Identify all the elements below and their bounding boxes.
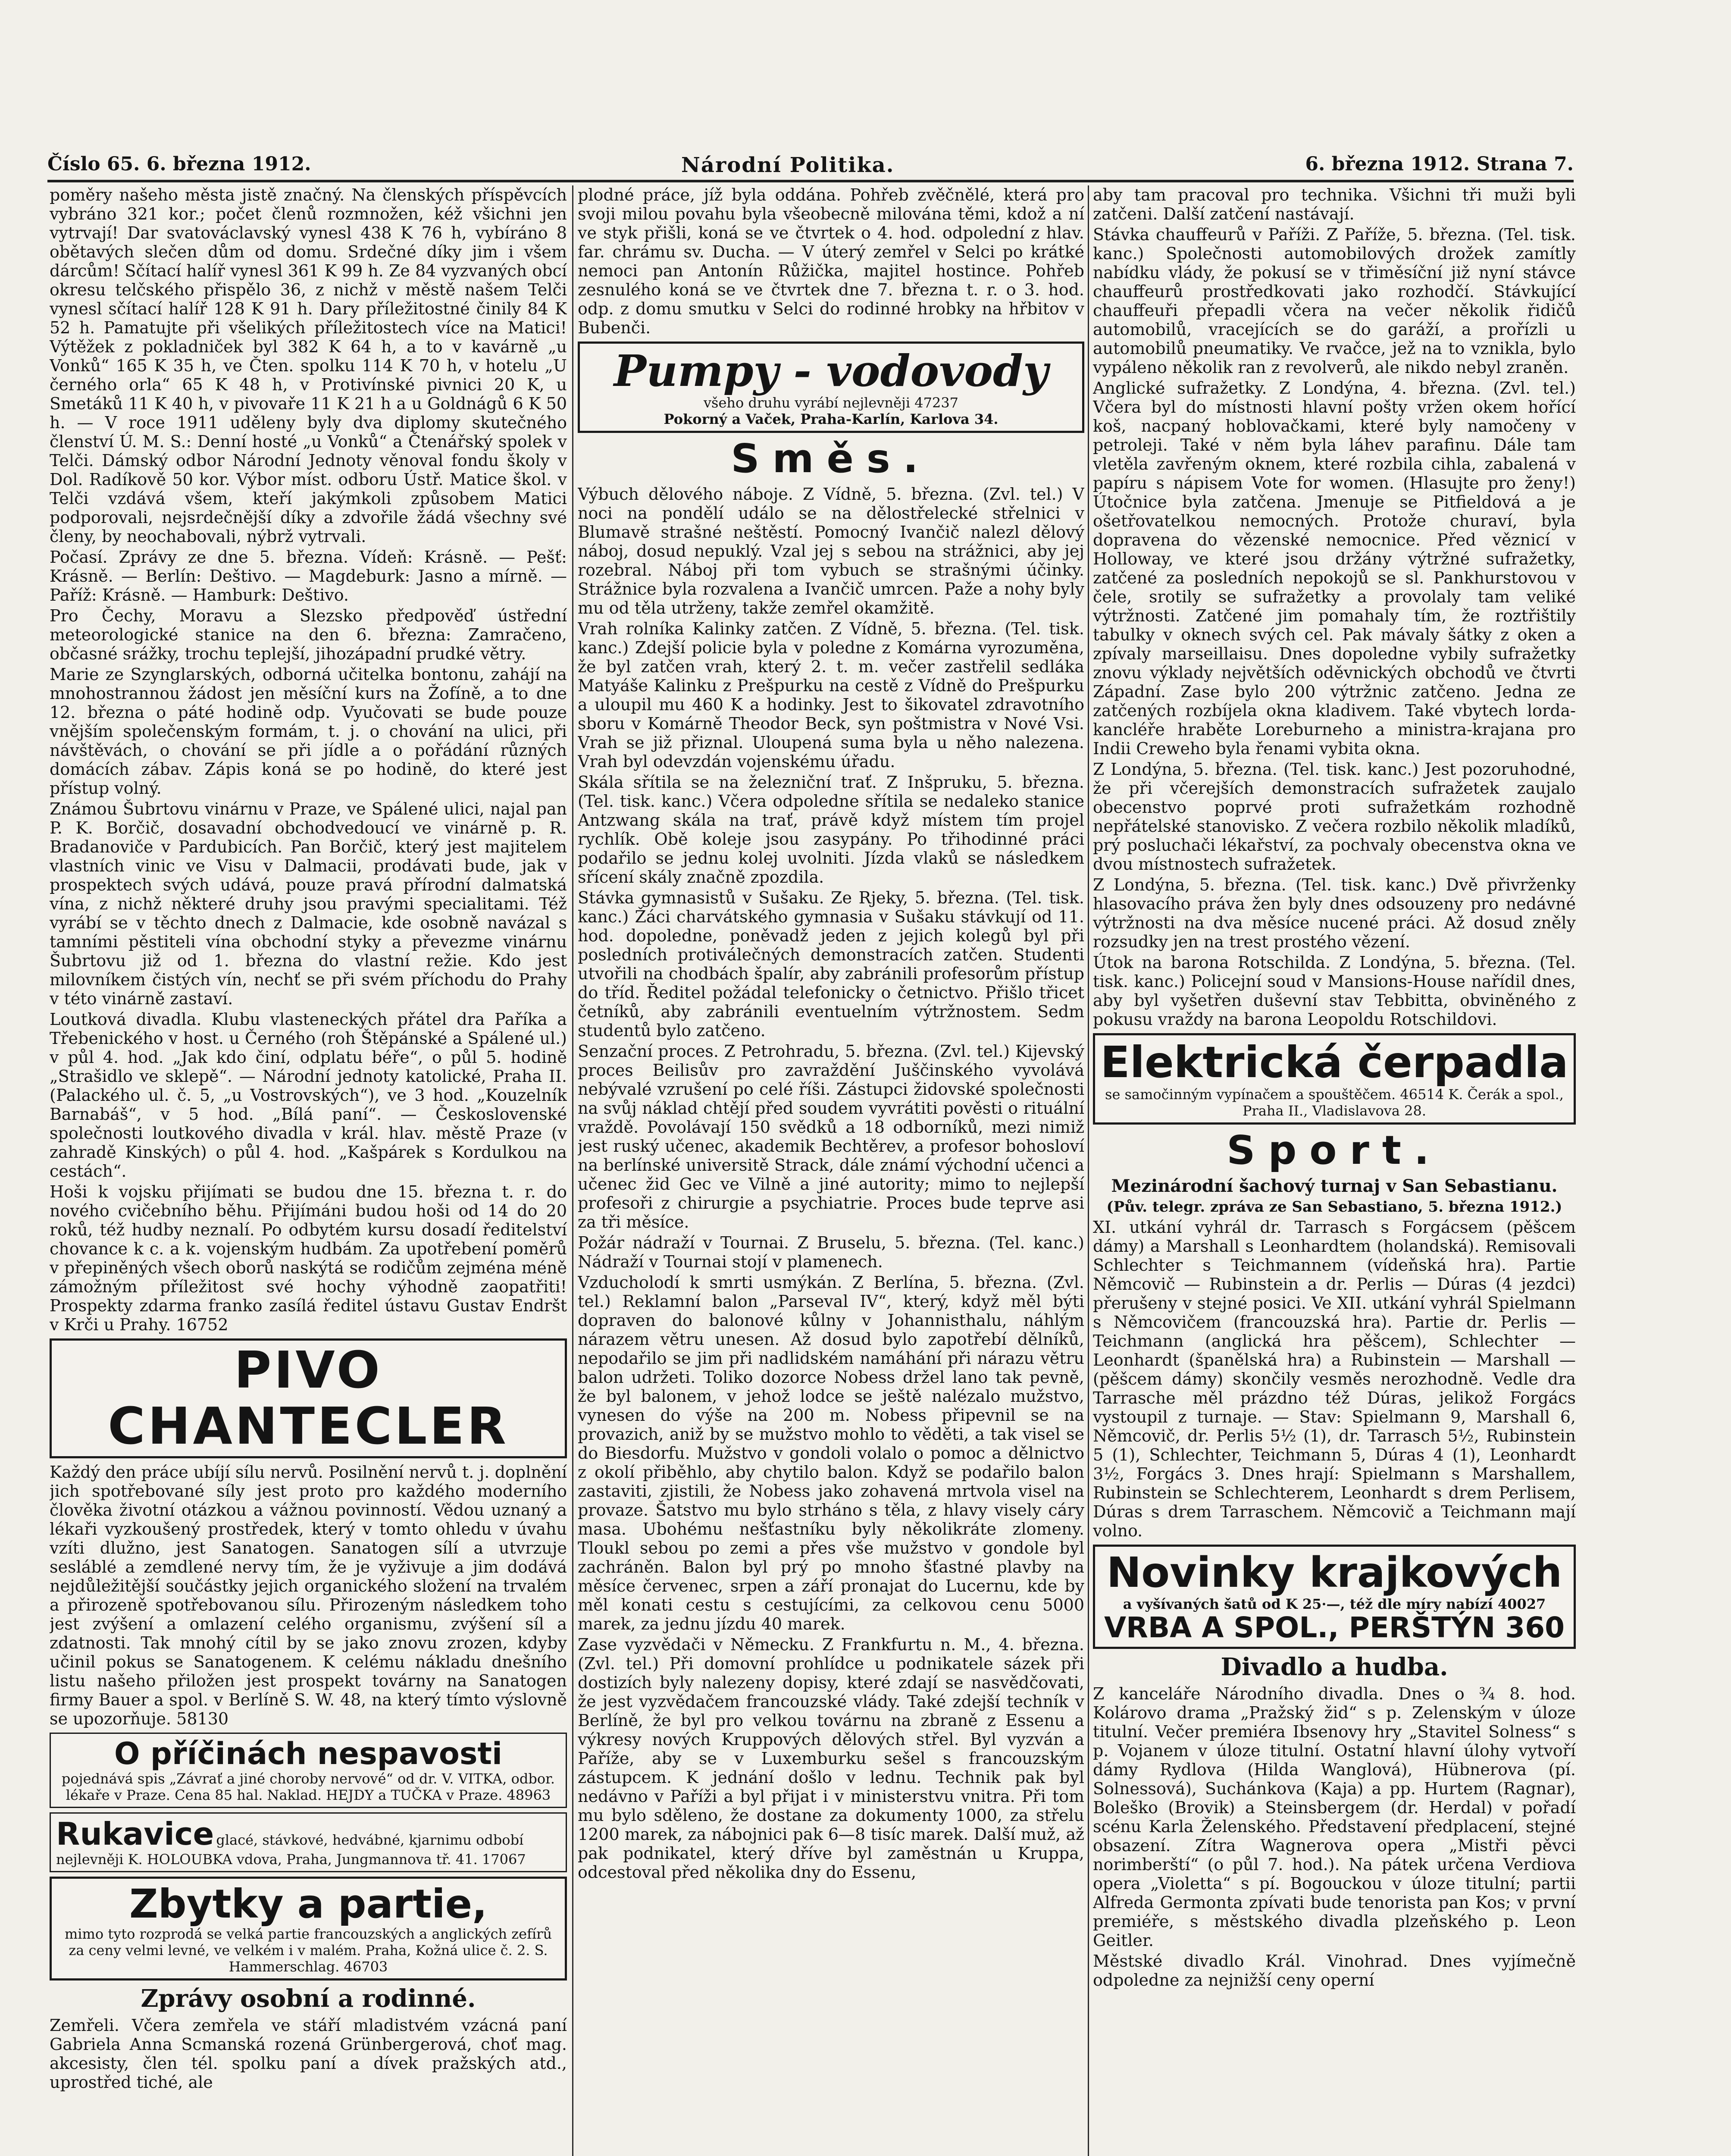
section-personal-news: Zprávy osobní a rodinné.: [141, 1984, 476, 2013]
article-station-fire: Požár nádraží v Tournai. Z Bruselu, 5. března. (Tel. kanc.) Nádraží v Tournai stojí v plamenech.: [578, 1233, 1084, 1271]
article-bonton-course: Marie ze Szynglarských, odborná učitelka bontonu, zahájí na mnohostrannou žádost jen měsíční kurs na Žofíně, a to dne 12. března o páté hodině odp. Vyučovati se bude pouze vnějším společenským formám, t. j. o chování na ulici, při návštěvách, o chování se při jídle a o pořádání různých domácích zábav. Zápis koná se po hodině, do které jest přístup volný.: [50, 665, 567, 798]
article-military-music: Hoši k vojsku přijímati se budou dne 15. března t. r. do nového cvičebního běhu. Přijímáni budou hoši od 14 do 20 roků, též hudby neznalí. Po odbytém kursu dosadí ředitelství chovance k c. a k. vojenským hudbám. Za upotřebení poměrů v přepiněných všech oborů naskýtá se rodičům zejména méně zámožným příležitost své hochy výhodně zaopatřiti! Prospekty zdarma franko zasílá ředitel ústavu Gustav Endršt v Krči u Prahy. 16752: [50, 1182, 567, 1334]
section-theatre: Divadlo a hudba.: [1221, 1653, 1448, 1682]
page-date-number: 6. března 1912. Strana 7.: [1305, 153, 1574, 175]
article-national-theatre: Z kanceláře Národního divadla. Dnes o ¾ 8. hod. Kolárovo drama „Pražský žid“ s p. Zelenským v úloze titulní. Večer premiéra Ibsenovy hry „Stavitel Solness“ s p. Vojanem v úloze titulní. Ostatní hlavní úlohy vytvoří dámy Rydlova (Hilda Wanglová), Hübnerova (pí. Solnessová), Suchánkova (Kaja) a pp. Hurtem (Ragnar), Boleško (Brovik) a Steinsbergem (dr. Herdal) v pořadí scénu Karla Želenského. Představení předplacení, stejné obsazení. Zítra Wagnerova opera „Mistři pěvci norimberští“ (o půl 7. hod.). Na pátek určena Verdiova opera „Violetta“ s pí. Bogouckou v úloze titulní; partii Alfreda Germonta zpívati bude tenorista pan Kos; v první premiéře, s městského divadla plzeňského p. Leon Geitler.: [1093, 1684, 1576, 1950]
ad-novinky-text1: a vyšívaných šatů od K 25·—, též dle míry nabízí 40027: [1123, 1595, 1546, 1612]
page-header: [47, 153, 1574, 182]
article-suffragettes-3: Z Londýna, 5. března. (Tel. tisk. kanc.) Dvě přivrženky hlasovacího práva žen byly dnes odsouzeny pro nedávné výtržnosti na dva měsíce nucené práci. Až dosud zněly rozsudky jen na trest prostého vězení.: [1093, 875, 1576, 951]
column-2: [578, 185, 1084, 2156]
article-suffragettes: Anglické sufražetky. Z Londýna, 4. března. (Zvl. tel.) Včera byl do místnosti hlavní pošty vržen okem hořící koš, nacpaný hoblovačkami, které byly namočeny v petroleji. Také v něm byla láhev parafinu. Dále tam vletěla zavřeným oknem, které rozbila cihla, zabalená v papíru s nápisem Vote for women. (Hlasujte pro ženy!) Útočnice byla zatčena. Jmenuje se Pitfieldová a je ošetřovatelkou nemocných. Protože churaví, byla dopravena do vězenské nemocnice. Před věznicí v Holloway, ve které jsou držány výtržné sufražetky, zatčené za posledních nepokojů se sl. Pankhurstovou v čele, srotily se sufražetky a provolaly tam veliké výtržnosti. Zatčené jim pomahaly tím, že roztřištily tabulky v oknech svých cel. Pak mávaly šátky z oken a zpívaly marseillaisu. Dnes dopoledne vybily sufražetky znovu výklady největších oděvnických obchodů ve čtvrti Západní. Zase bylo 200 výtržnic zatčeno. Jedna ze zatčených rozbíjela okna kladivem. Také vbytech lorda-kancléře hraběte Loreburneho a ministra-krajana pro Indii Creweho byla řenami vybita okna.: [1093, 379, 1576, 758]
article-chauffeur-strike: Stávka chauffeurů v Paříži. Z Paříže, 5. března. (Tel. tisk. kanc.) Společnosti automobilových drožek zamítly nabídku vlády, že pokusí se v třiměsíční již nyní stávce chauffeurů prostředkovati jako rozhodčí. Stávkující chauffeuři přepadli včera na večer několik řidičů automobilů, vracejících se do garáží, a prořízli u automobilů pneumatiky. Ve rvačce, jež na to vznikla, bylo vypáleno několik ran z revolverů, ale nikdo nebyl zraněn.: [1093, 225, 1576, 377]
ad-pumpy-title: Pumpy - vodovody: [614, 345, 1049, 396]
ad-zbytky: [50, 1877, 567, 1981]
article-explosion: Výbuch dělového náboje. Z Vídně, 5. března. (Zvl. tel.) V noci na pondělí událo se na dělostřelecké střelnici v Blumavě strašné neštěstí. Pomocný Ivančič nalezl dělový náboj, dosud nepuklý. Vzal jej s sebou na strážnici, aby jej rozebral. Náboj při tom vybuch se strašnými účinky. Strážnice byla rozvalena a Ivančič umrcen. Paže a nohy byly mu od těla utrženy, takže zemřel okamžitě.: [578, 485, 1084, 617]
ad-nespavost-title: O příčinách nespavosti: [114, 1736, 502, 1771]
article-weather: Počasí. Zprávy ze dne 5. března. Vídeň: Krásně. — Pešť: Krásně. — Berlín: Deštivo. — Magdeburk: Jasno a mírně. — Paříž: Krásně. — Hamburk: Deštivo.: [50, 548, 567, 605]
column-1: [50, 185, 567, 2156]
article-rothschild: Útok na barona Rotschilda. Z Londýna, 5. března. (Tel. tisk. kanc.) Policejní soud v Mansions-House nařídil dnes, aby byl vyšetřen duševní stav Tebbitta, obviněného z pokusu vraždy na barona Leopoldu Rotschildovi.: [1093, 953, 1576, 1029]
column-3: [1093, 185, 1576, 2156]
ad-zbytky-title: Zbytky a partie,: [129, 1880, 487, 1927]
article-puppet-theatre: Loutková divadla. Klubu vlasteneckých přátel dra Paříka a Třebenického v host. u Černého (roh Štěpánské a Spálené ul.) v půl 4. hod. „Jak kdo činí, odplatu béře“, o půl 5. hodině „Strašidlo ve sklepě“. — Národní jednoty katolické, Praha II. (Palackého ul. č. 5, „u Vostrovských“), ve 3 hod. „Kouzelník Barnabáš“, v 5 hod. „Bílá paní“. — Československé společnosti loutkového divadla v král. hlav. městě Praze (v zahradě Kinských) o půl 4. hod. „Kašpárek s Kordulkou na cestách“.: [50, 1010, 567, 1181]
section-smes: Směs.: [731, 436, 931, 482]
article-airship-accident: Vzducholodí k smrti usmýkán. Z Berlína, 5. března. (Zvl. tel.) Reklamní balon „Parseval IV“, který, když měl býti dopraven do balonové kůlny v Johannisthalu, náhlým nárazem větru unesen. Až dosud bylo zapotřebí dělníků, nepodařilo se jim při nadlidském namáhání při nárazu větru balon udržeti. Toliko dozorce Nobess držel lano tak pevně, že byl balonem, v jehož lodce se ještě nalézalo mužstvo, vynesen do výše na 200 m. Nobess připevnil se na provazich, aniž by se mužstvo mohlo to věděti, a tak visel se do Biesdorfu. Mužstvo v gondoli volalo o pomoc a dělnictvo z okolí přiběhlo, aby chytilo balon. Když se podařilo balon zastaviti, zjistili, že Nobess jako zohavená mrtvola visel na provaze. Šatstvo mu bylo strháno s těla, z hlavy visely cáry masa. Ubohému nešťastníku byly několikráte zlomeny. Tloukl sebou po zemi a přes vše mužstvo v gondole byl zachráněn. Balon byl prý po mnoho šťastné plavby na měsíce červenec, srpen a září pronajat do Lucernu, kde by měl konati cestu s cestujícími, za celkovou cenu 5000 marek, za jednu jízdu 40 marek.: [578, 1273, 1084, 1633]
article-chess: XI. utkání vyhrál dr. Tarrasch s Forgácsem (pěšcem dámy) a Marshall s Leonhardtem (holandská). Remisovali Schlechter s Teichmannem (vídeňská hra). Partie Němcovič — Rubinstein a dr. Perlis — Dúras (4 jezdci) přerušeny v stejné posici. Ve XII. utkání vyhrál Spielmann s Němcovičem (francouzská hra). Partie dr. Perlis — Teichmann (anglická hra pěšcem), Schlechter — Leonhardt (španělská hra) a Rubinstein — Marshall — (pěšcem dámy) skončily vesměs nerozhodně. Vedle dra Tarrasche měl prázdno též Dúras, jelikož Forgács vystoupil z turnaje. — Stav: Spielmann 9, Marshall 6, Němcovič, dr. Perlis 5½ (1), dr. Tarrasch 5½, Rubinstein 5 (1), Schlechter, Teichmann 5, Dúras 4 (1), Leonhardt 3½, Forgács 3. Dnes hrají: Spielmann s Marshallem, Rubinstein se Schlechterem, Leonhardt s drem Perlisem, Dúras s drem Tarraschem. Němcovič a Teichmann mají volno.: [1093, 1218, 1576, 1540]
newspaper-title: Národní Politika.: [681, 153, 895, 177]
section-sport: Sport.: [1227, 1127, 1442, 1173]
ad-cerpadla-text: se samočinným vypínačem a spouštěčem. 46514 K. Čerák a spol., Praha II., Vladislavova 28.: [1105, 1086, 1564, 1119]
ad-nespavost-text: pojednává spis „Závrať a jiné choroby nervové“ od dr. V. VITKA, odbor. lékaře v Praze. Cena 85 hal. Naklad. HEJDY a TUČKA v Praze. 48963: [61, 1770, 555, 1803]
ad-zbytky-text: mimo tyto rozprodá se velká partie francouzských a anglických zefírů za ceny velmi levné, ve velkém i v malém. Praha, Kožná ulice č. 2. S. Hammerschlag. 46703: [64, 1925, 552, 1975]
ad-pumpy-text1: všeho druhu vyrábí nejlevněji 47237: [703, 395, 959, 411]
article-rockfall: Skála sřítila se na železniční trať. Z Inšpruku, 5. března. (Tel. tisk. kanc.) Včera odpoledne sřítila se nedaleko stanice Antzwang skála na trať, právě když místem tím projel rychlík. Obě koleje jsou zasypány. Po třihodinné práci podařilo se jednu kolej uvolniti. Jízda vlaků se následkem sřícení skály značně zpozdila.: [578, 773, 1084, 887]
ad-rukavice: [50, 1812, 567, 1872]
ad-pivo-title: PIVO CHANTECLER: [108, 1340, 509, 1456]
column-rule-2: [1088, 185, 1089, 2156]
article-spies-cont: aby tam pracoval pro technika. Všichni tři muži byli zatčeni. Další zatčení nastávají.: [1093, 185, 1576, 223]
ad-cerpadla: [1093, 1033, 1576, 1125]
article-forecast: Pro Čechy, Moravu a Slezsko předpověď ústřední meteorologické stanice na den 6. března: Zamračeno, občasné srážky, trochu teplejší, jihozápadní prudké větry.: [50, 606, 567, 663]
ad-rukavice-title: Rukavice: [56, 1815, 214, 1852]
article-spies-germany: Zase vyzvědači v Německu. Z Frankfurtu n. M., 4. března. (Zvl. tel.) Při domovní prohlídce u podnikatele sázek při dostizích byly nalezeny dopisy, které zdají se nasvědčovati, že jest vyzvědačem francouzské vlády. Také zdejší techník v Berlíně, že byl pro velkou továrnu na zbraně z Essenu a výkresy nových Kruppových dělových střel. Byl vyzván a Paříže, aby se v Luxemburku sešel s francouzským zástupcem. K jednání došlo v lednu. Technik pak byl nedávno v Paříži a byl přijat i v ministerstvu vnitra. Při tom mu bylo sděleno, že dostane za dokumenty 1000, za střelu 1200 marek, za nábojnici pak 6—8 tisíc marek. Další muž, až pak podnikatel, který dříve byl zaměstnán u Kruppa, odcestoval před několika dny do Essenu,: [578, 1635, 1084, 1882]
article-obituary: Zemřeli. Včera zemřela ve stáří mladistvém vzácná paní Gabriela Anna Scmanská rozená Grünbergerová, choť mag. akcesisty, člen tél. spolku paní a dívek pražských atd., uprostřed tiché, ale: [50, 2015, 567, 2092]
sport-subtitle: Mezinárodní šachový turnaj v San Sebastianu.: [1111, 1176, 1558, 1196]
ad-novinky-text2: VRBA A SPOL., PERŠTÝN 360: [1104, 1611, 1565, 1644]
column-rule-1: [572, 185, 573, 2156]
article-sanatogen: Každý den práce ubíjí sílu nervů. Posilnění nervů t. j. doplnění jich spotřebované síly jest proto pro každého moderního člověka životní otázkou a vážnou povinností. Vědou uznaný a lékaři vyzkoušený prostředek, který v tomto ohledu v úvahu vzíti dlužno, jest Sanatogen. Sanatogen sílí a utvrzuje sesláblé a zemdlené nervy tím, že je vyživuje a jim dodává nejdůležitější součástky jejich organického složení na trvalém a přirozeně spotřebovanou sílu. Přirozeným následkem toho jest zvýšení a omlazení celého organismu, zvýšení síl a zdatnosti. Tak mnohý cítil by se jako znovu zrozen, kdyby učinil pokus se Sanatogenem. K celému nákladu dnešního listu našeho přiložen jest prospekt továrny na Sanatogen firmy Bauer a spol. v Berlíně S. W. 48, na který tímto výslovně se upozorňuje. 58130: [50, 1462, 567, 1728]
sport-source: (Pův. telegr. zpráva ze San Sebastiano, 5. března 1912.): [1106, 1198, 1562, 1216]
article-matice: poměry našeho města jistě značný. Na členských příspěvcích vybráno 321 kor.; počet členů rozmnožen, kéž všichni jen vytrvají! Dar svatováclavský vynesl 438 K 76 h, vybíráno 8 obětavých slečen dům od domu. Srdečné díky jim i všem dárcům! Sčítací halíř vynesl 361 K 99 h. Ze 84 vyzvaných obcí okresu telčského přispělo 36, z nichž v městě našem Telči vynesl sčítací halíř 128 K 91 h. Dary příležitostné činily 84 K 52 h. Pamatujte při všelikých příležitostech více na Matici! Výtěžek z pokladniček byl 382 K 64 h, a to v kavárně „u Vonků“ 165 K 35 h, ve Čten. spolku 114 K 70 h, v hotelu „U černého orla“ 65 K 48 h, v Protivínské pivnici 20 K, u Smetáků 11 K 40 h, v pivovaře 11 K 21 h a u Goldnágů 6 K 50 h. — V roce 1911 uděleny byly dva diplomy skutečného členství Ú. M. S.: Denní hosté „u Vonků“ a Čtenářský spolek v Telči. Dámský odbor Národní Jednoty věnoval fondu školy v Dol. Radíkově 50 kor. Výbor míst. odboru Ústř. Matice škol. v Telči vzdává všem, kteří jakýmkoli způsobem Matici podporovali, nejsrdečnější díky a zdvořile žádá všechny své členy, by neochabovali, nýbrž vytrvali.: [50, 185, 567, 546]
ad-pivo-chantecler: [50, 1338, 567, 1458]
article-sensational-trial: Senzační proces. Z Petrohradu, 5. března. (Zvl. tel.) Kijevský proces Beilisův pro zavraždění Juščinského vyvolává nebývalé vzrušení po celé říši. Zástupci židovské společnosti na svůj náklad chtějí před soudem vyvrátiti pověsti o rituální vraždě. Povolávají 150 svědků a 18 odborníků, mezi nimiž jest ruský učenec, akademik Bechtěrev, a profesor bohosloví na berlínské universitě Strack, dále známí východní učenci a učenec žid Gec ve Vilně a jiné autority; mimo to nejlepší profesoři z chirurgie a psychiatrie. Proces bude teprve asi za tři měsíce.: [578, 1042, 1084, 1232]
issue-number-date: Číslo 65. 6. března 1912.: [47, 153, 311, 175]
ad-novinky-title: Novinky krajkových: [1106, 1548, 1562, 1597]
ad-rukavice-text: glacé, stávkové, hedvábné, kjarnimu odbobí nejlevněji K. HOLOUBKA vdova, Praha, Jungmannova tř. 41. 17067: [56, 1831, 526, 1868]
ad-cerpadla-title: Elektrická čerpadla: [1100, 1037, 1568, 1087]
article-suffragettes-2: Z Londýna, 5. března. (Tel. tisk. kanc.) Jest pozoruhodné, že při včerejších demonstracích sufražetek zaujalo obecenstvo poprvé proti sufražetkám rozhodně nepřátelské stanovisko. Z večera rozbilo několik mladíků, prý posluchači lékařství, za pochvaly obecenstva okna ve dvou místnostech sufražetek.: [1093, 760, 1576, 874]
article-wine-bar: Známou Šubrtovu vinárnu v Praze, ve Spálené ulici, najal pan P. K. Borčič, dosavadní obchodvedoucí ve vinárně p. R. Bradanoviče v Pardubicích. Pan Borčič, který jest majitelem vlastních vinic ve Visu v Dalmacii, prodávati bude, jak v prospektech svých udává, pouze pravá přírodní dalmatská vína, z nichž některé druhy jsou pravými specialitami. Též vyrábí se v těchto dnech z Dalmacie, kde osobně navázal s tamními pěstiteli vína obchodní styky a převezme vinárnu Šubrtovu již od 1. března do vlastní režie. Kdo jest milovníkem čistých vín, nechť se při svém příchodu do Prahy v této vinárně zastaví.: [50, 799, 567, 1008]
article-funeral: plodné práce, jíž byla oddána. Pohřeb zvěčnělé, která pro svoji milou povahu byla všeobecně milována těmi, kdož a ní ve styk přišli, koná se ve čtvrtek o 4. hod. odpolední z hlav. far. chrámu sv. Ducha. — V úterý zemřel v Selci po krátké nemoci pan Antonín Růžička, majitel hostince. Pohřeb zesnulého koná se ve čtvrtek dne 7. března t. r. o 3. hod. odp. z domu smutku v Selci do rodinné hrobky na hřbitov v Bubenči.: [578, 185, 1084, 337]
article-murderer-arrested: Vrah rolníka Kalinky zatčen. Z Vídně, 5. března. (Tel. tisk. kanc.) Zdejší policie byla v poledne z Komárna vyrozuměna, že byl zatčen vrah, který 2. t. m. večer zastřelil sedláka Matyáše Kalinku z Prešpurku na cestě z Vídně do Prešpurku a uloupil mu 460 K a hodinky. Jest to šikovatel zdravotního sboru v Komárně Theodor Beck, syn poštmistra v Nové Vsi. Vrah se již přiznal. Uloupená suma byla u něho nalezena. Vrah byl odevzdán vojenskému úřadu.: [578, 619, 1084, 771]
ad-pumpy: [578, 342, 1084, 433]
article-vinohrady-theatre: Městské divadlo Král. Vinohrad. Dnes vyjímečně odpoledne za nejnižší ceny operní: [1093, 1952, 1576, 1990]
ad-nespavost: [50, 1733, 567, 1808]
article-student-strike: Stávka gymnasistů v Sušaku. Ze Rjeky, 5. března. (Tel. tisk. kanc.) Žáci charvátského gymnasia v Sušaku stávkují od 11. hod. dopoledne, poněvadž jeden z jejich kolegů byl při posledních protiválečných demonstracích zatčen. Studenti utvořili na chodbách špalír, aby zabránili profesorům přístup do tříd. Ředitel požádal telefonicky o četnictvo. Přišlo třicet četníků, aby zabránili eventuelním výtržnostem. Sedm studentů bylo zatčeno.: [578, 888, 1084, 1040]
ad-pumpy-text2: Pokorný a Vaček, Praha-Karlín, Karlova 34.: [664, 411, 999, 427]
ad-novinky: [1093, 1545, 1576, 1649]
